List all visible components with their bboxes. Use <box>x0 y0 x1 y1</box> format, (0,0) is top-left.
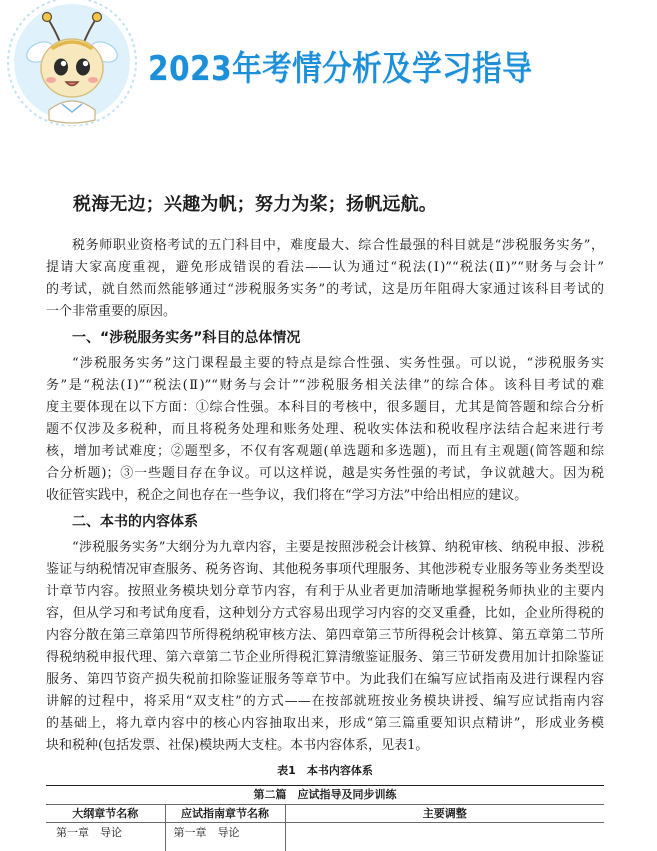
table-header-row <box>46 805 604 823</box>
page-title: 2023年考情分析及学习指导 <box>148 49 533 89</box>
table-cell: 第一章 导论 <box>165 823 285 851</box>
paragraph-line: 讲解的过程中，将采用“双支柱”的方式——在按部就班按业务模块讲授、编写应试指南内容 <box>46 694 604 709</box>
motto: 税海无边；兴趣为帆；努力为桨；扬帆远航。 <box>73 194 437 215</box>
paragraph-line: 的考试，就自然而然能够通过“涉税服务实务”的考试，这是历年阻碍大家通过该科目考试的 <box>46 282 604 297</box>
column-header: 应试指南章节名称 <box>165 805 285 823</box>
paragraph-line: 块和税种(包括发票、社保)模块两大支柱。本书内容体系，见表1。 <box>46 738 429 753</box>
paragraph-line: 计章节内容。按照业务模块划分章节内容，有利于从业者更加清晰地掌握税务师执业的主要内 <box>46 584 604 599</box>
paragraph-line: 提请大家高度重视，避免形成错误的看法——认为通过“税法(Ⅰ)”“税法(Ⅱ)”“财务与会计” <box>46 260 604 275</box>
table-cell <box>285 823 604 851</box>
column-header: 主要调整 <box>285 805 604 823</box>
table-row <box>46 823 604 851</box>
paragraph-line: 鉴证与纳税情况审查服务、税务咨询、其他税务事项代理服务、其他涉税专业服务等业务类型设 <box>46 562 604 577</box>
paragraph-line: “涉税服务实务”大纲分为九章内容，主要是按照涉税会计核算、纳税审核、纳税申报、涉税 <box>72 540 604 555</box>
section-heading-1: 一、“涉税服务实务”科目的总体情况 <box>72 330 301 346</box>
paragraph-line: 度主要体现在以下方面：①综合性强。本科目的考核中，很多题目，尤其是简答题和综合分析 <box>46 400 604 415</box>
paragraph-line: 收征管实践中，税企之间也存在一些争议，我们将在“学习方法”中给出相应的建议。 <box>46 488 528 503</box>
paragraph-line: 务”是“税法(Ⅰ)”“税法(Ⅱ)”“财务与会计”“涉税服务相关法律”的综合体。该科目考试的难 <box>46 378 604 393</box>
column-header: 大纲章节名称 <box>46 805 165 823</box>
section-heading-2: 二、本书的内容体系 <box>72 514 198 530</box>
body-text <box>46 235 604 757</box>
paragraph-line: 容，但从学习和考试角度看，这种划分方式容易出现学习内容的交叉重叠，比如，企业所得税的 <box>46 606 604 621</box>
table-section-row <box>46 786 604 805</box>
paragraph-line: 内容分散在第三章第四节所得税纳税审核方法、第四章第三节所得税会计核算、第五章第二节所 <box>46 628 604 643</box>
paragraph-line: 得税纳税申报代理、第六章第二节企业所得税汇算清缴鉴证服务、第三节研发费用加计扣除鉴证 <box>46 650 604 665</box>
table-section-title: 第二篇 应试指导及同步训练 <box>46 786 604 805</box>
paragraph-line: 的基础上，将九章内容中的核心内容抽取出来，形成“第三篇重要知识点精讲”，形成业务模 <box>46 716 604 731</box>
table-cell: 第一章 导论 <box>46 823 165 851</box>
paragraph-line: 题不仅涉及多税种，而且将税务处理和账务处理、税收实体法和税收程序法结合起来进行考 <box>46 422 604 437</box>
table-caption: 表1 本书内容体系 <box>277 764 373 777</box>
paragraph-line: 合分析题)；③一些题目存在争议。可以这样说，越是实务性强的考试，争议就越大。因为税 <box>46 466 604 481</box>
paragraph-line: 一个非常重要的原因。 <box>46 304 177 319</box>
paragraph-line: “涉税服务实务”这门课程最主要的特点是综合性强、实务性强。可以说，“涉税服务实 <box>72 356 604 371</box>
bee-mascot-icon <box>2 0 142 126</box>
paragraph-line: 核，增加考试难度；②题型多，不仅有客观题(单选题和多选题)，而且有主观题(简答题和综 <box>46 444 604 459</box>
paragraph-line: 服务、第四节资产损失税前扣除鉴证服务等章节中。为此我们在编写应试指南及进行课程内容 <box>46 672 604 687</box>
content-table <box>46 785 604 851</box>
paragraph-line: 税务师职业资格考试的五门科目中，难度最大、综合性最强的科目就是“涉税服务实务”， <box>72 238 604 253</box>
